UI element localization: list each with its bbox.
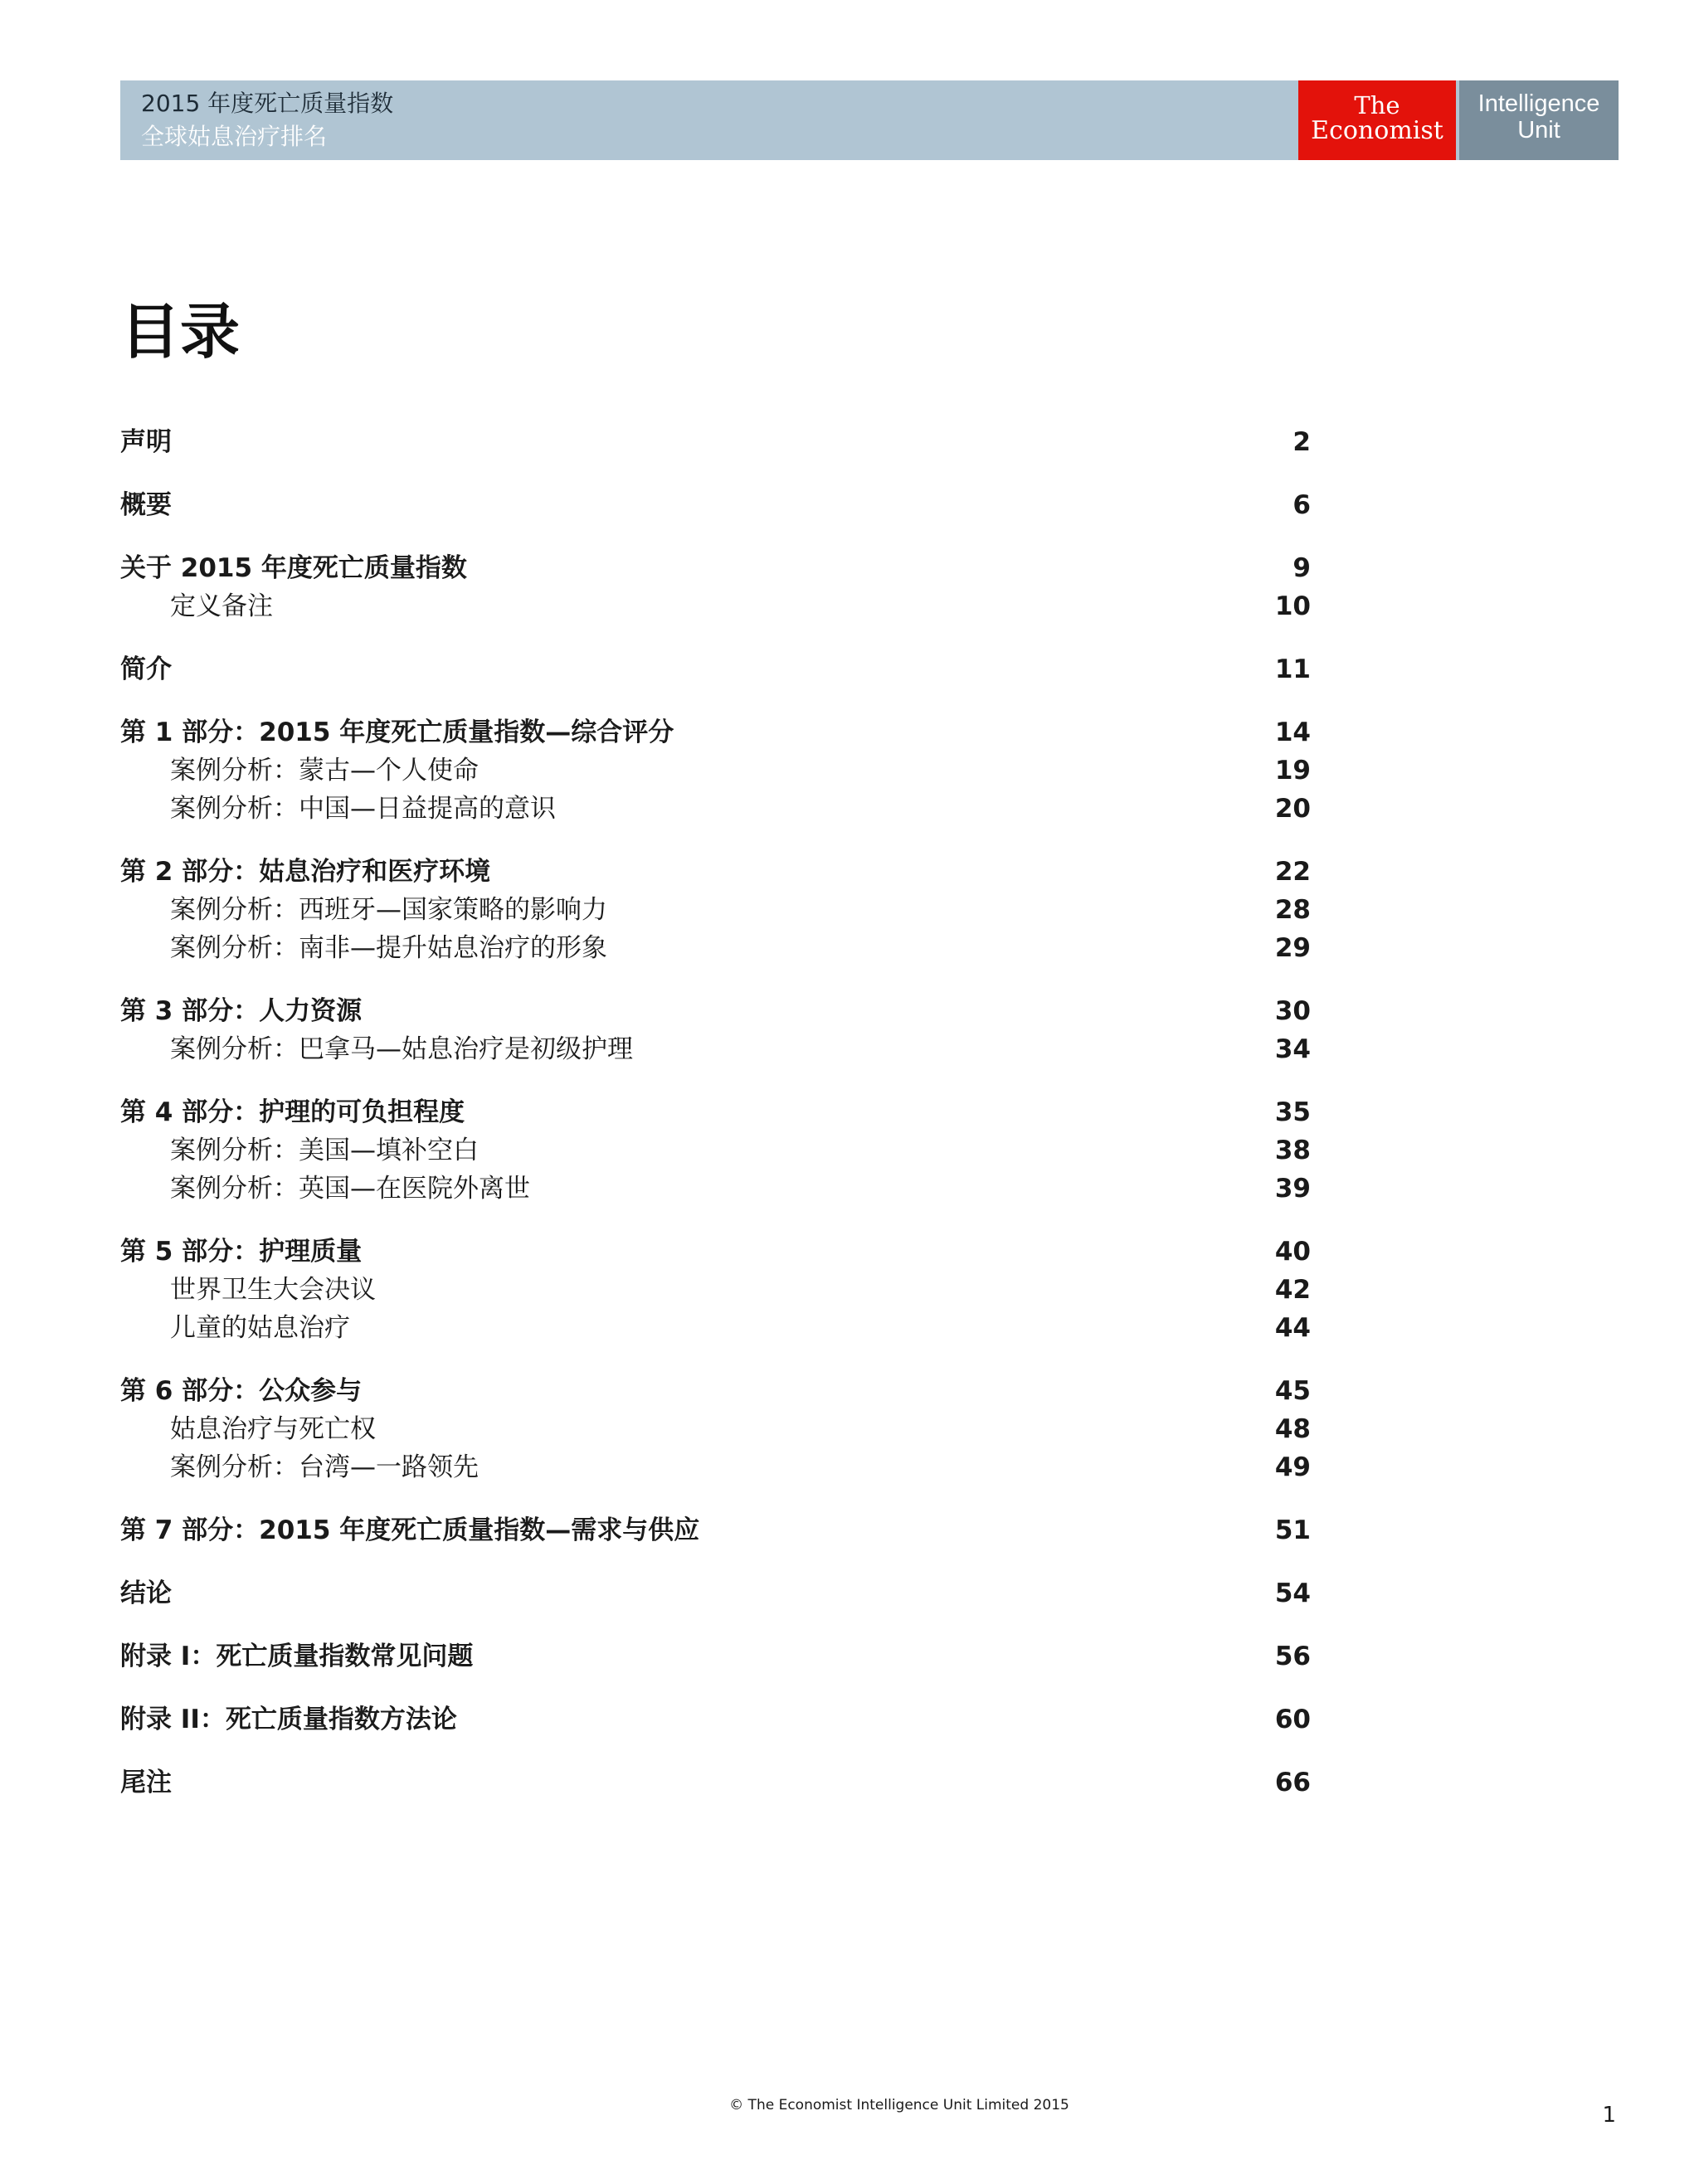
toc-entry-page: 51 [1274, 1515, 1311, 1545]
toc-section [120, 1763, 1311, 1802]
toc-entry-page: 9 [1293, 553, 1311, 583]
toc-subentry-page: 20 [1274, 794, 1311, 824]
toc-subentry-page: 39 [1274, 1174, 1311, 1204]
toc-entry-title: 简介 [120, 654, 172, 684]
toc-entry-page: 66 [1274, 1768, 1311, 1797]
toc-entry[interactable] [120, 423, 1311, 461]
toc-section [120, 1700, 1311, 1739]
toc-subentry-page: 34 [1274, 1034, 1311, 1064]
toc-entry-title: 第 2 部分：姑息治疗和医疗环境 [120, 857, 491, 887]
toc-entry[interactable] [120, 549, 1311, 587]
toc-section [120, 549, 1311, 625]
toc-section [120, 486, 1311, 524]
toc-entry[interactable] [120, 650, 1311, 688]
toc-subentry[interactable] [120, 587, 1311, 625]
toc-section [120, 423, 1311, 461]
toc-subentry-title: 案例分析：英国—在医院外离世 [170, 1174, 530, 1204]
toc-subentry-page: 38 [1274, 1136, 1311, 1165]
intelligence-unit-logo-line2: Unit [1517, 117, 1560, 143]
toc-entry[interactable] [120, 992, 1311, 1030]
toc-subentry-title: 案例分析：南非—提升姑息治疗的形象 [170, 933, 607, 963]
toc-entry-title: 概要 [120, 490, 172, 520]
toc-subentry[interactable] [120, 891, 1311, 929]
toc-entry-page: 54 [1274, 1578, 1311, 1608]
toc-entry-page: 22 [1274, 857, 1311, 887]
toc-entry[interactable] [120, 486, 1311, 524]
toc-entry-title: 结论 [120, 1578, 172, 1608]
toc-subentry-page: 48 [1274, 1414, 1311, 1444]
toc-subentry[interactable] [120, 752, 1311, 790]
toc-subentry[interactable] [120, 1309, 1311, 1347]
toc-subentry[interactable] [120, 1170, 1311, 1208]
intelligence-unit-logo [1459, 80, 1619, 160]
toc-entry[interactable] [120, 853, 1311, 891]
toc-entry-title: 尾注 [120, 1768, 172, 1797]
toc-subentry[interactable] [120, 1030, 1311, 1068]
toc-subentry[interactable] [120, 929, 1311, 967]
toc-subentry[interactable] [120, 1131, 1311, 1170]
toc-entry[interactable] [120, 1372, 1311, 1410]
toc-entry-title: 关于 2015 年度死亡质量指数 [120, 553, 467, 583]
toc-subentry[interactable] [120, 790, 1311, 828]
toc-entry-page: 2 [1293, 427, 1311, 457]
toc-subentry-page: 42 [1274, 1275, 1311, 1305]
toc-section [120, 1372, 1311, 1486]
toc-subentry-title: 姑息治疗与死亡权 [170, 1414, 376, 1444]
toc-entry[interactable] [120, 1511, 1311, 1549]
toc-section [120, 853, 1311, 967]
report-title: 2015 年度死亡质量指数 [141, 90, 394, 117]
table-of-contents [120, 423, 1311, 1826]
toc-subentry-page: 28 [1274, 895, 1311, 925]
toc-subentry-title: 儿童的姑息治疗 [170, 1313, 350, 1343]
toc-entry-page: 14 [1274, 717, 1311, 747]
toc-entry-title: 第 5 部分：护理质量 [120, 1237, 363, 1267]
toc-entry-page: 60 [1274, 1705, 1311, 1734]
toc-entry-page: 35 [1274, 1097, 1311, 1127]
economist-logo [1298, 80, 1456, 160]
toc-subentry-page: 49 [1274, 1452, 1311, 1482]
toc-entry[interactable] [120, 1093, 1311, 1131]
toc-entry[interactable] [120, 1637, 1311, 1676]
toc-entry[interactable] [120, 713, 1311, 752]
toc-entry[interactable] [120, 1233, 1311, 1271]
toc-entry-page: 45 [1274, 1376, 1311, 1406]
toc-section [120, 650, 1311, 688]
toc-section [120, 1574, 1311, 1612]
toc-subentry-title: 案例分析：台湾—一路领先 [170, 1452, 479, 1482]
toc-entry[interactable] [120, 1763, 1311, 1802]
toc-entry-title: 附录 II：死亡质量指数方法论 [120, 1705, 457, 1734]
toc-entry-title: 第 4 部分：护理的可负担程度 [120, 1097, 465, 1127]
toc-subentry-page: 10 [1274, 591, 1311, 621]
toc-subentry-title: 案例分析：西班牙—国家策略的影响力 [170, 895, 607, 925]
toc-section [120, 1511, 1311, 1549]
toc-entry[interactable] [120, 1574, 1311, 1612]
page-number: 1 [1602, 2103, 1616, 2128]
toc-entry-title: 附录 I：死亡质量指数常见问题 [120, 1642, 474, 1671]
toc-subentry-title: 案例分析：蒙古—个人使命 [170, 756, 479, 786]
report-header [120, 80, 1619, 160]
economist-logo-line2: Economist [1311, 116, 1443, 145]
toc-entry-title: 第 3 部分：人力资源 [120, 996, 363, 1026]
toc-section [120, 1233, 1311, 1347]
toc-subentry[interactable] [120, 1271, 1311, 1309]
economist-logo-line1: The [1354, 91, 1400, 119]
toc-entry-page: 40 [1274, 1237, 1311, 1267]
toc-subentry-page: 29 [1274, 933, 1311, 963]
toc-subentry-title: 案例分析：美国—填补空白 [170, 1136, 479, 1165]
toc-entry-title: 第 7 部分：2015 年度死亡质量指数—需求与供应 [120, 1515, 700, 1545]
toc-subentry[interactable] [120, 1448, 1311, 1486]
toc-entry-title: 第 1 部分：2015 年度死亡质量指数—综合评分 [120, 717, 674, 747]
toc-subentry-page: 19 [1274, 756, 1311, 786]
toc-section [120, 992, 1311, 1068]
copyright-notice: © The Economist Intelligence Unit Limited 2015 [729, 2097, 1069, 2113]
toc-subentry-title: 世界卫生大会决议 [170, 1275, 376, 1305]
toc-subentry-title: 案例分析：中国—日益提高的意识 [170, 794, 556, 824]
toc-entry-page: 11 [1274, 654, 1311, 684]
toc-section [120, 1093, 1311, 1208]
report-subtitle: 全球姑息治疗排名 [141, 123, 328, 150]
toc-subentry[interactable] [120, 1410, 1311, 1448]
toc-subentry-title: 定义备注 [170, 591, 273, 621]
toc-entry[interactable] [120, 1700, 1311, 1739]
toc-entry-title: 声明 [120, 427, 172, 457]
page-title: 目录 [120, 297, 241, 367]
toc-subentry-title: 案例分析：巴拿马—姑息治疗是初级护理 [170, 1034, 633, 1064]
toc-entry-page: 6 [1293, 490, 1311, 520]
toc-entry-page: 56 [1274, 1642, 1311, 1671]
toc-subentry-page: 44 [1274, 1313, 1311, 1343]
toc-section [120, 713, 1311, 828]
toc-section [120, 1637, 1311, 1676]
intelligence-unit-logo-line1: Intelligence [1477, 90, 1600, 117]
toc-entry-title: 第 6 部分：公众参与 [120, 1376, 363, 1406]
toc-entry-page: 30 [1274, 996, 1311, 1026]
